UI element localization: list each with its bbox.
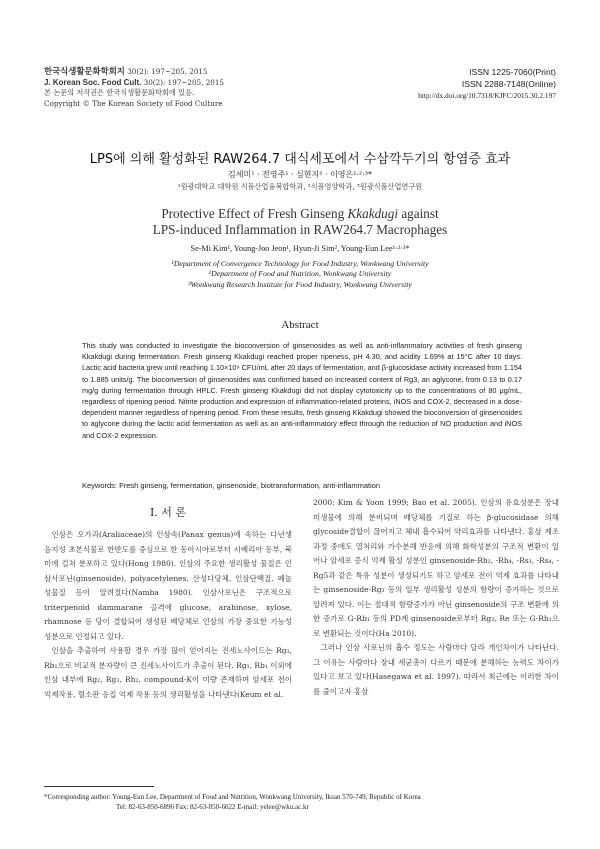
footnote	[44, 792, 564, 812]
paragraph: 2000; Kim & Yoon 1999; Bao et al. 2005). 인삼의 유효성분은 장내 미생물에 의해 분비되며 배당체를 기질로 하는 β-glucosidase 의해 glycoside결합이 끊어지고 체내 흡수되어 약리효과를 나타낸다. 홍삼 제조과정 중에도 열처리와 가수분해 반응에 의해 화학성분의 구조적 변환이 일어나 암세포 증식 억제 활성 성분인 ginsenoside-Rh₂, -Rh₄, -Rs₃, -Rs₄, -Rg5과 같은 특유 성분이 생성되기도 하고 암세포 전이 억제 효과를 나타내는 ginsenoside-Rg₃ 등의 일부 생리활성 성분의 함량이 증가하는 것으로 알려져 있다. 이는 절대적 함량증가가 아닌 ginsenoside의 구조 변환에 의한 증가로 G-Rb₁ 등의 PD계 ginsenoside로부터 Rg₃, Re 또는 G-Rh₁으로 변환되는 것이다(Ha 2010).	[313, 498, 559, 638]
keywords-label: Keywords:	[82, 481, 118, 490]
issn-online: ISSN 2288-7148(Online)	[461, 79, 556, 89]
affiliation-3: ³Wonkwang Research Institute for Food Industry, Wonkwang University	[188, 279, 412, 289]
issn-print: ISSN 1225-7060(Print)	[469, 67, 556, 77]
journal-ko-line	[44, 66, 224, 78]
journal-en-line	[44, 78, 224, 89]
affiliation-1: ¹Department of Convergence Technology for Food Industry, Wonkwang University	[171, 259, 429, 268]
contact-info: Tel: 82-63-850-6896 Fax: 82-63-850-6022 E-mail: yelee@wku.ac.kr	[116, 803, 309, 811]
paragraph: 인삼은 오가과(Araliaceae)의 인삼속(Panax genus)에 속하는 다년생 음지성 초본식물로 한반도를 중심으로 한 동아시아로부터 시베리아 동부, 북미에 걸쳐 분포하고 있다(Hong 1980). 인삼의 주요한 생리활성 물질은 인삼사포닌(ginsenoside), polyacetylenes, 산성다당체, 인삼단백질, 페놀성물질 등이 알려졌다(Namba 1980). 인삼사포닌은 구조적으로 triterpenoid dammarane 골격에 glucose, arabinose, xylose, rhamnose 등 당이 결합되어 생성된 배당체로 인삼의 가장 중요한 기능성 성분으로 인정되고 있다.	[44, 530, 292, 641]
paragraph: 인삼을 추출하여 사용할 경우 가장 많이 얻어지는 진세노사이드는 Rg₁, Rb₁으로 비교적 분자량이 큰 진세노사이드가 추출이 된다. Rg₁, Rb₁ 이외에 인삼 내부에 Rg₂, Rg₃, Rh₂, compound-K이 미량 존재하며 암세포 전이 억제작용, 혈소판 응집 억제 작용 등의 생리활성을 나타낸다(Keum et al.	[44, 646, 292, 699]
journal-ko-volume: 30(2): 197~205, 2015	[127, 67, 208, 76]
title-english-part2: against LPS-induced Inflammation in RAW264.7 Macrophages	[152, 206, 448, 237]
title-english-italic: Kkakdugi	[347, 206, 399, 221]
journal-ko: 한국식생활문화학회지	[44, 66, 125, 76]
title-english	[150, 206, 450, 237]
authors-english: Se-Mi Kim¹, Young-Joo Jeon¹, Hyun-Ji Sim², Young-Eun Lee¹·²·³*	[190, 244, 410, 253]
body-column-left	[44, 528, 292, 702]
abstract-heading: Abstract	[281, 319, 319, 331]
copyright-ko: 본 논문의 저작권은 한국식생활문화학회에 있음.	[44, 88, 195, 98]
title-english-part1: Protective Effect of Fresh Ginseng	[161, 206, 348, 221]
copyright-en: Copyright © The Korean Society of Food Culture	[44, 98, 223, 108]
journal-en-volume: 30(2): 197~205, 2015	[143, 77, 224, 87]
abstract-body: This study was conducted to investigate the bioconversion of ginsenosides as well as anti-inflammatory activities of fresh ginseng Kkakdugi during fermentation. Fresh ginseng Kkakdugi reached proper ripeness, pH 4.30, and acidity 1.69% at 15°C after 10 days. Lactic acid bacteria grew until reaching 1.10×10⁹ CFU/mL after 20 days of fermentation, and β-glucosidase activity increased from 1.154 to 1.885 units/g. The bioconversion of ginsenosides was confirmed based on increased content of Rg3, an aglycone, from 0.13 to 0.17 mg/g during fermentation through HPLC. Fresh ginseng Kkakdugi did not display cytotoxicity up to the concentrations of 80 μg/mL, regardless of ripening period. Nitrite production and expression of inflammation-related proteins, iNOS and COX-2, decreased in a dose-dependent manner regardless of ripening period. From these results, fresh ginseng Kkakdugi showed the bioconversion of ginsenosides to aglycone during the lactic acid fermentation as well as an anti-inflammatory effect through the reduction of NO production and iNOS and COX-2 expression.	[82, 341, 522, 440]
body-column-right	[313, 496, 559, 699]
journal-en: J. Korean Soc. Food Cult.	[44, 77, 142, 87]
keywords	[82, 481, 522, 490]
keywords-list: Fresh ginseng, fermentation, ginsenoside, biotransformation, anti-inflammation	[119, 481, 381, 490]
issn-block	[418, 66, 556, 102]
journal-header	[44, 66, 224, 109]
paragraph: 그러나 인삼 사포닌의 흡수 정도는 사람마다 달라 개인차이가 나타난다. 그 이유는 사람마다 장내 세균총이 다르기 때문에 분해하는 능력도 차이가 있다고 보고 있다(Hasegawa et al. 1997). 따라서 최근에는 이러한 차이를 줄이고자 홍삼	[313, 643, 559, 696]
affiliations-korean: ¹원광대학교 대학원 식품산업융복합학과, ²식품영양학과, ³원광식품산업연구원	[177, 182, 423, 191]
affiliations-english	[0, 259, 600, 290]
section-heading-introduction: Ⅰ. 서 론	[149, 506, 187, 519]
title-korean: LPS에 의해 활성화된 RAW264.7 대식세포에서 수삼깍두기의 항염증 효과	[89, 152, 511, 167]
corresponding-author: *Corresponding author: Young-Eun Lee, Department of Food and Nutrition, Wonkwang University, Iksan 570-749, Republic of Korea	[44, 793, 421, 801]
affiliation-2: ²Department of Food and Nutrition, Wonkwang University	[208, 269, 392, 279]
doi-link[interactable]: http://dx.doi.org/10.7318/KJFC/2015.30.2.197	[418, 91, 556, 100]
authors-korean: 김세미¹ · 전영주¹ · 심현지² · 이영은¹·²·³*	[228, 170, 372, 179]
footnote-divider	[44, 786, 154, 787]
